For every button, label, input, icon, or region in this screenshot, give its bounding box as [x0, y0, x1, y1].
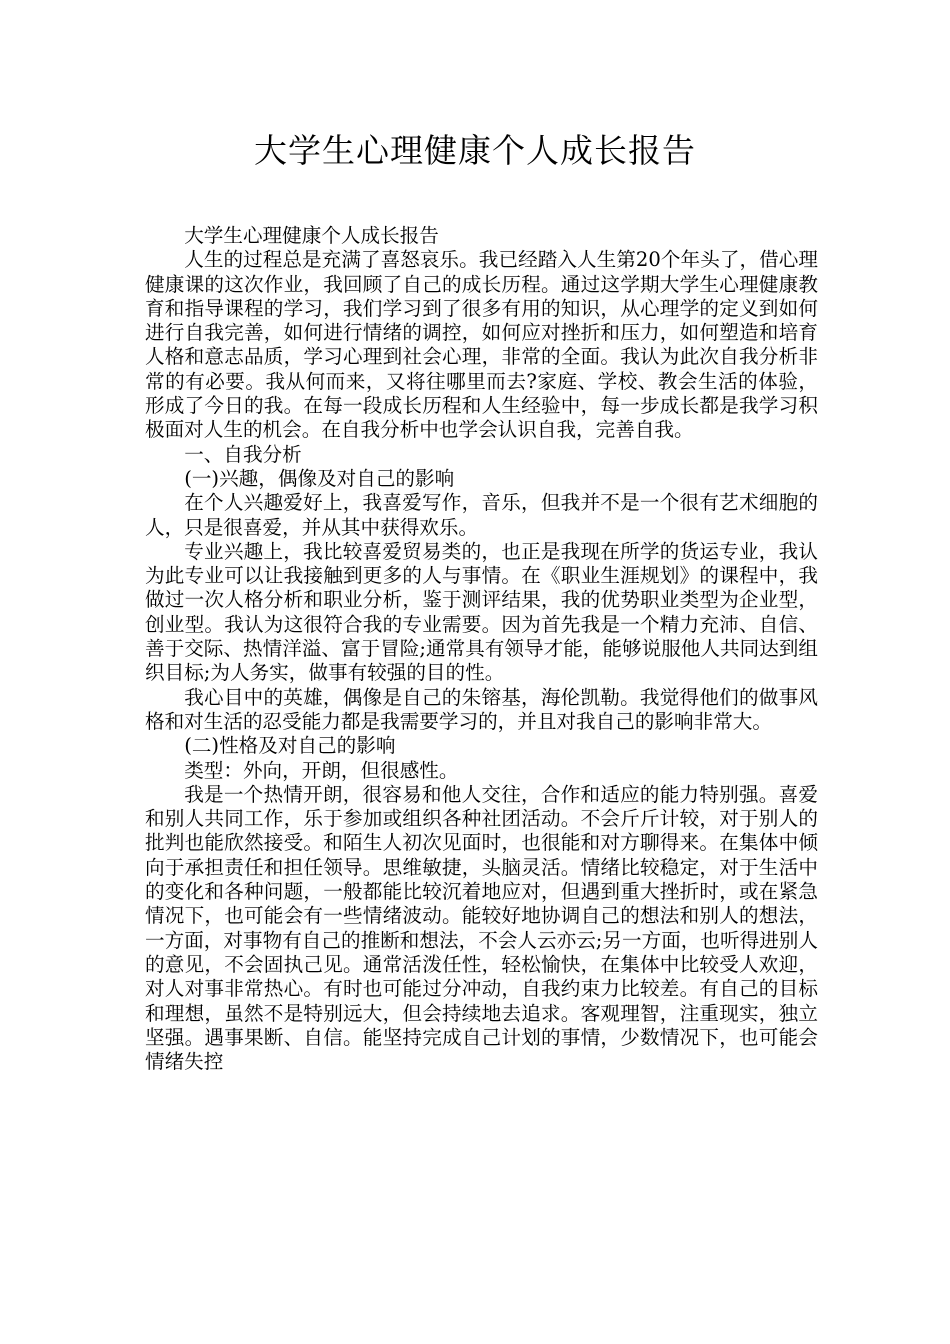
subsection-heading-interests: (一)兴趣，偶像及对自己的影响	[184, 466, 455, 490]
paragraph-personality-description: 我是一个热情开朗，很容易和他人交往，合作和适应的能力特别强。喜爱和别人共同工作，乐于参加或组织各种社团活动。不会斤斤计较，对于别人的批判也能欣然接受。和陌生人初次见面时，也很能和对方聊得来。在集体中倾向于承担责任和担任领导。思维敏捷，头脑灵活。情绪比较稳定，对于生活中的变化和各种问题，一般都能比较沉着地应对，但遇到重大挫折时，或在紧急情况下，也可能会有一些情绪波动。能较好地协调自己的想法和别人的想法，一方面，对事物有自己的推断和想法，不会人云亦云;另一方面，也听得进别人的意见，不会固执己见。通常活泼任性，轻松愉快，在集体中比较受人欢迎，对人对事非常热心。有时也可能过分冲动，自我约束力比较差。有自己的目标和理想，虽然不是特别远大，但会持续地去追求。客观理智，注重现实，独立坚强。遇事果断、自信。能坚持完成自己计划的事情，少数情况下，也可能会情绪失控	[145, 782, 818, 1074]
subsection-heading-personality: (二)性格及对自己的影响	[184, 734, 396, 758]
paragraph-subtitle: 大学生心理健康个人成长报告	[184, 224, 439, 247]
section-heading-self-analysis: 一、自我分析	[184, 442, 302, 466]
document-body	[145, 224, 818, 1074]
paragraph-hobbies: 在个人兴趣爱好上，我喜爱写作，音乐，但我并不是一个很有艺术细胞的人，只是很喜爱，并从其中获得欢乐。	[145, 491, 818, 539]
paragraph-idols: 我心目中的英雄，偶像是自己的朱镕基，海伦凯勒。我觉得他们的做事风格和对生活的忍受能力都是我需要学习的，并且对我自己的影响非常大。	[145, 685, 818, 733]
paragraph-professional-interests: 专业兴趣上，我比较喜爱贸易类的，也正是我现在所学的货运专业，我认为此专业可以让我接触到更多的人与事情。在《职业生涯规划》的课程中，我做过一次人格分析和职业分析，鉴于测评结果，我的优势职业类型为企业型，创业型。我认为这很符合我的专业需要。因为首先我是一个精力充沛、自信、善于交际、热情洋溢、富于冒险;通常具有领导才能，能够说服他人共同达到组织目标;为人务实，做事有较强的目的性。	[145, 539, 818, 685]
document-title: 大学生心理健康个人成长报告	[254, 131, 696, 170]
paragraph-personality-type: 类型：外向，开朗，但很感性。	[184, 758, 459, 782]
paragraph-intro: 人生的过程总是充满了喜怒哀乐。我已经踏入人生第20个年头了，借心理健康课的这次作业，我回顾了自己的成长历程。通过这学期大学生心理健康教育和指导课程的学习，我们学习到了很多有用的知识，从心理学的定义到如何进行自我完善，如何进行情绪的调控，如何应对挫折和压力，如何塑造和培育人格和意志品质，学习心理到社会心理，非常的全面。我认为此次自我分析非常的有必要。我从何而来，又将往哪里而去?家庭、学校、教会生活的体验，形成了今日的我。在每一段成长历程和人生经验中，每一步成长都是我学习积极面对人生的机会。在自我分析中也学会认识自我，完善自我。	[145, 248, 818, 442]
